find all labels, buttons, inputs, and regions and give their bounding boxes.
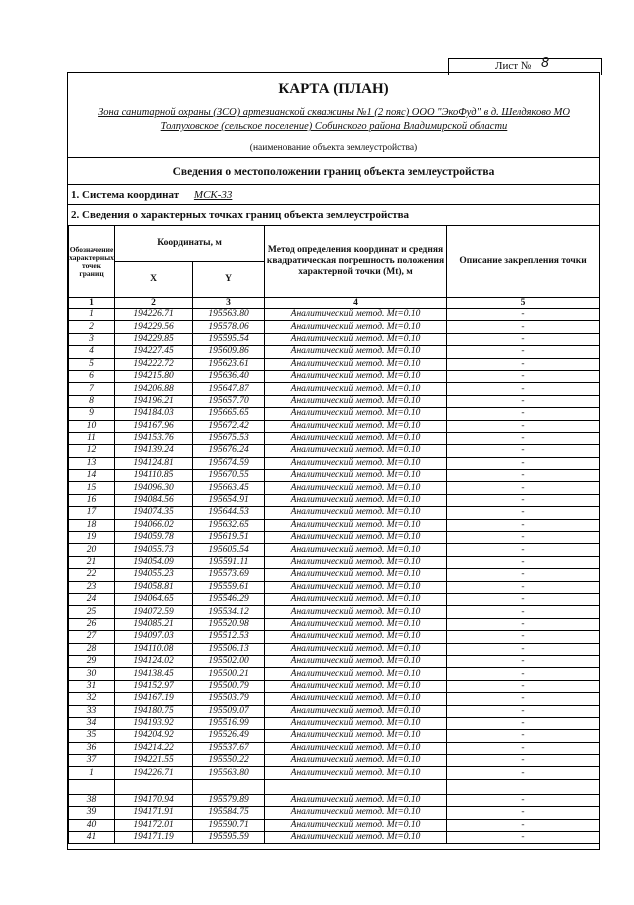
description-cell: -: [447, 309, 600, 321]
y-coordinate: 195503.79: [193, 693, 265, 705]
header-y: Y: [193, 262, 265, 298]
table-row: [69, 569, 600, 581]
point-number: 33: [69, 705, 115, 717]
table-row: [69, 779, 600, 794]
method-cell: Аналитический метод. Mt=0.10: [265, 631, 447, 643]
y-coordinate: 195591.11: [193, 556, 265, 568]
table-row: [69, 730, 600, 742]
method-cell: Аналитический метод. Mt=0.10: [265, 507, 447, 519]
table-row: [69, 742, 600, 754]
x-coordinate: 194171.19: [115, 832, 193, 844]
column-number: 3: [193, 298, 265, 309]
y-coordinate: 195512.53: [193, 631, 265, 643]
method-cell: Аналитический метод. Mt=0.10: [265, 432, 447, 444]
table-row: [69, 309, 600, 321]
y-coordinate: 195657.70: [193, 395, 265, 407]
description-cell: -: [447, 445, 600, 457]
y-coordinate: 195559.61: [193, 581, 265, 593]
y-coordinate: 195534.12: [193, 606, 265, 618]
method-cell: Аналитический метод. Mt=0.10: [265, 705, 447, 717]
point-number: 41: [69, 832, 115, 844]
y-coordinate: 195665.65: [193, 408, 265, 420]
method-cell: Аналитический метод. Mt=0.10: [265, 755, 447, 767]
x-coordinate: 194152.97: [115, 680, 193, 692]
description-cell: -: [447, 819, 600, 831]
point-number: 38: [69, 794, 115, 806]
y-coordinate: 195595.59: [193, 832, 265, 844]
table-row: [69, 668, 600, 680]
x-coordinate: 194167.19: [115, 693, 193, 705]
y-coordinate: 195670.55: [193, 470, 265, 482]
table-row: [69, 832, 600, 844]
x-coordinate: 194059.78: [115, 532, 193, 544]
y-coordinate: 195520.98: [193, 618, 265, 630]
y-coordinate: 195563.80: [193, 309, 265, 321]
page-title: КАРТА (ПЛАН): [278, 81, 389, 97]
header-coordinates: Координаты, м: [115, 226, 265, 262]
method-cell: Аналитический метод. Mt=0.10: [265, 643, 447, 655]
description-cell: -: [447, 333, 600, 345]
table-row: [69, 755, 600, 767]
divider: [68, 157, 599, 158]
x-coordinate: 194074.35: [115, 507, 193, 519]
method-cell: Аналитический метод. Mt=0.10: [265, 730, 447, 742]
point-number: 7: [69, 383, 115, 395]
table-row: [69, 819, 600, 831]
table-row: [69, 445, 600, 457]
description-cell: -: [447, 581, 600, 593]
y-coordinate: 195654.91: [193, 494, 265, 506]
y-coordinate: 195584.75: [193, 807, 265, 819]
x-coordinate: 194110.08: [115, 643, 193, 655]
sheet-number: 8: [541, 56, 550, 71]
x-coordinate: 194066.02: [115, 519, 193, 531]
x-coordinate: 194124.81: [115, 457, 193, 469]
point-number: 39: [69, 807, 115, 819]
description-cell: -: [447, 643, 600, 655]
method-cell: Аналитический метод. Mt=0.10: [265, 333, 447, 345]
point-number: 13: [69, 457, 115, 469]
column-numbers-row: [69, 298, 600, 309]
description-cell: [447, 779, 600, 794]
table-row: [69, 705, 600, 717]
point-number: 20: [69, 544, 115, 556]
point-number: 28: [69, 643, 115, 655]
x-coordinate: 194072.59: [115, 606, 193, 618]
method-cell: Аналитический метод. Mt=0.10: [265, 742, 447, 754]
y-coordinate: 195647.87: [193, 383, 265, 395]
method-cell: Аналитический метод. Mt=0.10: [265, 494, 447, 506]
y-coordinate: 195674.59: [193, 457, 265, 469]
table-row: [69, 432, 600, 444]
method-cell: Аналитический метод. Mt=0.10: [265, 569, 447, 581]
description-cell: -: [447, 470, 600, 482]
y-coordinate: 195578.06: [193, 321, 265, 333]
point-number: 1: [69, 767, 115, 779]
description-cell: -: [447, 519, 600, 531]
method-cell: Аналитический метод. Mt=0.10: [265, 581, 447, 593]
method-cell: Аналитический метод. Mt=0.10: [265, 819, 447, 831]
method-cell: Аналитический метод. Mt=0.10: [265, 807, 447, 819]
x-coordinate: [115, 779, 193, 794]
y-coordinate: 195632.65: [193, 519, 265, 531]
method-cell: Аналитический метод. Mt=0.10: [265, 618, 447, 630]
table-row: [69, 358, 600, 370]
method-cell: Аналитический метод. Mt=0.10: [265, 655, 447, 667]
y-coordinate: 195563.80: [193, 767, 265, 779]
point-number: 25: [69, 606, 115, 618]
divider: [68, 204, 599, 205]
description-cell: -: [447, 631, 600, 643]
method-cell: Аналитический метод. Mt=0.10: [265, 556, 447, 568]
description-cell: -: [447, 693, 600, 705]
method-cell: Аналитический метод. Mt=0.10: [265, 470, 447, 482]
point-number: 5: [69, 358, 115, 370]
method-cell: Аналитический метод. Mt=0.10: [265, 408, 447, 420]
description-cell: -: [447, 807, 600, 819]
description-cell: -: [447, 832, 600, 844]
divider: [68, 184, 599, 185]
point-number: 1: [69, 309, 115, 321]
description-cell: -: [447, 717, 600, 729]
description-cell: -: [447, 395, 600, 407]
y-coordinate: 195590.71: [193, 819, 265, 831]
x-coordinate: 194084.56: [115, 494, 193, 506]
point-number: 24: [69, 593, 115, 605]
table-row: [69, 383, 600, 395]
header-designation: Обозначение характерных точек границ: [69, 226, 115, 298]
y-coordinate: 195672.42: [193, 420, 265, 432]
y-coordinate: 195609.86: [193, 346, 265, 358]
table-row: [69, 680, 600, 692]
coordinate-system: [71, 189, 232, 201]
y-coordinate: 195526.49: [193, 730, 265, 742]
x-coordinate: 194180.75: [115, 705, 193, 717]
x-coordinate: 194167.96: [115, 420, 193, 432]
y-coordinate: 195595.54: [193, 333, 265, 345]
point-number: 26: [69, 618, 115, 630]
x-coordinate: 194221.55: [115, 755, 193, 767]
description-cell: -: [447, 420, 600, 432]
description-cell: -: [447, 618, 600, 630]
method-cell: Аналитический метод. Mt=0.10: [265, 680, 447, 692]
table-row: [69, 593, 600, 605]
x-coordinate: 194153.76: [115, 432, 193, 444]
method-cell: Аналитический метод. Mt=0.10: [265, 717, 447, 729]
method-cell: Аналитический метод. Mt=0.10: [265, 532, 447, 544]
description-cell: -: [447, 730, 600, 742]
y-coordinate: 195675.53: [193, 432, 265, 444]
x-coordinate: 194055.73: [115, 544, 193, 556]
method-cell: Аналитический метод. Mt=0.10: [265, 482, 447, 494]
y-coordinate: 195500.79: [193, 680, 265, 692]
x-coordinate: 194196.21: [115, 395, 193, 407]
method-cell: Аналитический метод. Mt=0.10: [265, 832, 447, 844]
table-row: [69, 321, 600, 333]
method-cell: Аналитический метод. Mt=0.10: [265, 370, 447, 382]
table-row: [69, 794, 600, 806]
table-row: [69, 395, 600, 407]
y-coordinate: 195573.69: [193, 569, 265, 581]
table-row: [69, 507, 600, 519]
x-coordinate: 194097.03: [115, 631, 193, 643]
table-row: [69, 532, 600, 544]
table-row: [69, 717, 600, 729]
y-coordinate: 195619.51: [193, 532, 265, 544]
y-coordinate: 195516.99: [193, 717, 265, 729]
x-coordinate: 194214.22: [115, 742, 193, 754]
method-cell: Аналитический метод. Mt=0.10: [265, 309, 447, 321]
y-coordinate: 195502.00: [193, 655, 265, 667]
description-cell: -: [447, 767, 600, 779]
point-number: 23: [69, 581, 115, 593]
y-coordinate: 195506.13: [193, 643, 265, 655]
x-coordinate: 194172.01: [115, 819, 193, 831]
method-cell: Аналитический метод. Mt=0.10: [265, 383, 447, 395]
description-cell: -: [447, 755, 600, 767]
column-number: 4: [265, 298, 447, 309]
point-number: 12: [69, 445, 115, 457]
table-row: [69, 581, 600, 593]
method-cell: Аналитический метод. Mt=0.10: [265, 321, 447, 333]
table-row: [69, 370, 600, 382]
description-cell: -: [447, 544, 600, 556]
description-cell: -: [447, 556, 600, 568]
method-cell: Аналитический метод. Mt=0.10: [265, 767, 447, 779]
method-cell: Аналитический метод. Mt=0.10: [265, 794, 447, 806]
header-x: X: [115, 262, 193, 298]
y-coordinate: 195550.22: [193, 755, 265, 767]
x-coordinate: 194226.71: [115, 309, 193, 321]
points-table: [68, 225, 600, 844]
point-number: 8: [69, 395, 115, 407]
x-coordinate: 194064.65: [115, 593, 193, 605]
point-number: 29: [69, 655, 115, 667]
table-row: [69, 767, 600, 779]
description-cell: -: [447, 482, 600, 494]
point-number: 34: [69, 717, 115, 729]
column-number: 2: [115, 298, 193, 309]
point-number: 9: [69, 408, 115, 420]
point-number: 6: [69, 370, 115, 382]
point-number: 30: [69, 668, 115, 680]
y-coordinate: 195623.61: [193, 358, 265, 370]
description-cell: -: [447, 794, 600, 806]
point-number: 40: [69, 819, 115, 831]
method-cell: Аналитический метод. Mt=0.10: [265, 445, 447, 457]
x-coordinate: 194054.09: [115, 556, 193, 568]
point-number: 32: [69, 693, 115, 705]
header-description: Описание закрепления точки: [447, 226, 600, 298]
description-cell: -: [447, 742, 600, 754]
description-cell: -: [447, 507, 600, 519]
x-coordinate: 194215.80: [115, 370, 193, 382]
y-coordinate: 195644.53: [193, 507, 265, 519]
y-coordinate: 195500.21: [193, 668, 265, 680]
point-number: [69, 779, 115, 794]
section-title: Сведения о местоположении границ объекта землеустройства: [172, 166, 495, 178]
object-name-caption: (наименование объекта землеустройства): [249, 143, 418, 153]
point-number: 21: [69, 556, 115, 568]
description-cell: -: [447, 358, 600, 370]
x-coordinate: 194096.30: [115, 482, 193, 494]
x-coordinate: 194229.85: [115, 333, 193, 345]
header-method: Метод определения координат и средняя квадратическая погрешность положения характерной точки (Mt), м: [265, 226, 447, 298]
description-cell: -: [447, 370, 600, 382]
point-number: 14: [69, 470, 115, 482]
table-row: [69, 482, 600, 494]
method-cell: Аналитический метод. Mt=0.10: [265, 606, 447, 618]
description-cell: -: [447, 457, 600, 469]
description-cell: -: [447, 532, 600, 544]
table-row: [69, 807, 600, 819]
table-row: [69, 544, 600, 556]
table-row: [69, 693, 600, 705]
x-coordinate: 194206.88: [115, 383, 193, 395]
x-coordinate: 194204.92: [115, 730, 193, 742]
point-number: 3: [69, 333, 115, 345]
method-cell: Аналитический метод. Mt=0.10: [265, 457, 447, 469]
method-cell: Аналитический метод. Mt=0.10: [265, 693, 447, 705]
x-coordinate: 194222.72: [115, 358, 193, 370]
y-coordinate: 195546.29: [193, 593, 265, 605]
y-coordinate: 195676.24: [193, 445, 265, 457]
description-cell: -: [447, 346, 600, 358]
description-cell: -: [447, 705, 600, 717]
x-coordinate: 194138.45: [115, 668, 193, 680]
x-coordinate: 194229.56: [115, 321, 193, 333]
method-cell: Аналитический метод. Mt=0.10: [265, 358, 447, 370]
point-number: 18: [69, 519, 115, 531]
x-coordinate: 194055.23: [115, 569, 193, 581]
point-number: 22: [69, 569, 115, 581]
point-number: 35: [69, 730, 115, 742]
table-row: [69, 643, 600, 655]
method-cell: [265, 779, 447, 794]
x-coordinate: 194171.91: [115, 807, 193, 819]
point-number: 27: [69, 631, 115, 643]
point-number: 4: [69, 346, 115, 358]
x-coordinate: 194085.21: [115, 618, 193, 630]
description-cell: -: [447, 494, 600, 506]
method-cell: Аналитический метод. Mt=0.10: [265, 544, 447, 556]
point-number: 36: [69, 742, 115, 754]
table-row: [69, 618, 600, 630]
point-number: 11: [69, 432, 115, 444]
point-number: 17: [69, 507, 115, 519]
table-row: [69, 470, 600, 482]
y-coordinate: 195663.45: [193, 482, 265, 494]
table-row: [69, 333, 600, 345]
table-row: [69, 655, 600, 667]
point-number: 10: [69, 420, 115, 432]
description-cell: -: [447, 383, 600, 395]
x-coordinate: 194184.03: [115, 408, 193, 420]
column-number: 1: [69, 298, 115, 309]
x-coordinate: 194226.71: [115, 767, 193, 779]
table-row: [69, 346, 600, 358]
x-coordinate: 194124.02: [115, 655, 193, 667]
x-coordinate: 194227.45: [115, 346, 193, 358]
description-cell: -: [447, 606, 600, 618]
description-cell: -: [447, 593, 600, 605]
method-cell: Аналитический метод. Mt=0.10: [265, 346, 447, 358]
table-row: [69, 457, 600, 469]
y-coordinate: 195579.89: [193, 794, 265, 806]
coordinate-system-label: 1. Система координат: [71, 189, 180, 201]
x-coordinate: 194193.92: [115, 717, 193, 729]
coordinate-system-value: МСК-33: [193, 189, 233, 201]
point-number: 31: [69, 680, 115, 692]
y-coordinate: 195636.40: [193, 370, 265, 382]
description-cell: -: [447, 321, 600, 333]
table-row: [69, 420, 600, 432]
description-cell: -: [447, 655, 600, 667]
point-number: 15: [69, 482, 115, 494]
description-cell: -: [447, 668, 600, 680]
description-cell: -: [447, 680, 600, 692]
point-number: 37: [69, 755, 115, 767]
object-name: Зона санитарной охраны (ЗСО) артезианской скважины №1 (2 пояс) ООО "ЭкоФуд" в д. Шелдяково МО Толпуховское (сельское поселение) Собинского района Владимирской области: [98, 107, 570, 132]
method-cell: Аналитический метод. Mt=0.10: [265, 420, 447, 432]
column-number: 5: [447, 298, 600, 309]
method-cell: Аналитический метод. Mt=0.10: [265, 395, 447, 407]
document-frame: [67, 72, 600, 850]
description-cell: -: [447, 432, 600, 444]
table-row: [69, 519, 600, 531]
point-number: 19: [69, 532, 115, 544]
y-coordinate: 195537.67: [193, 742, 265, 754]
x-coordinate: 194139.24: [115, 445, 193, 457]
sheet-label: Лист №: [495, 60, 532, 72]
table-row: [69, 631, 600, 643]
description-cell: -: [447, 408, 600, 420]
x-coordinate: 194058.81: [115, 581, 193, 593]
point-number: 2: [69, 321, 115, 333]
points-section-title: 2. Сведения о характерных точках границ объекта землеустройства: [71, 209, 410, 221]
method-cell: Аналитический метод. Mt=0.10: [265, 668, 447, 680]
method-cell: Аналитический метод. Mt=0.10: [265, 519, 447, 531]
y-coordinate: 195509.07: [193, 705, 265, 717]
x-coordinate: 194110.85: [115, 470, 193, 482]
y-coordinate: [193, 779, 265, 794]
table-row: [69, 494, 600, 506]
y-coordinate: 195605.54: [193, 544, 265, 556]
point-number: 16: [69, 494, 115, 506]
table-row: [69, 556, 600, 568]
table-row: [69, 606, 600, 618]
table-row: [69, 408, 600, 420]
x-coordinate: 194170.94: [115, 794, 193, 806]
description-cell: -: [447, 569, 600, 581]
method-cell: Аналитический метод. Mt=0.10: [265, 593, 447, 605]
